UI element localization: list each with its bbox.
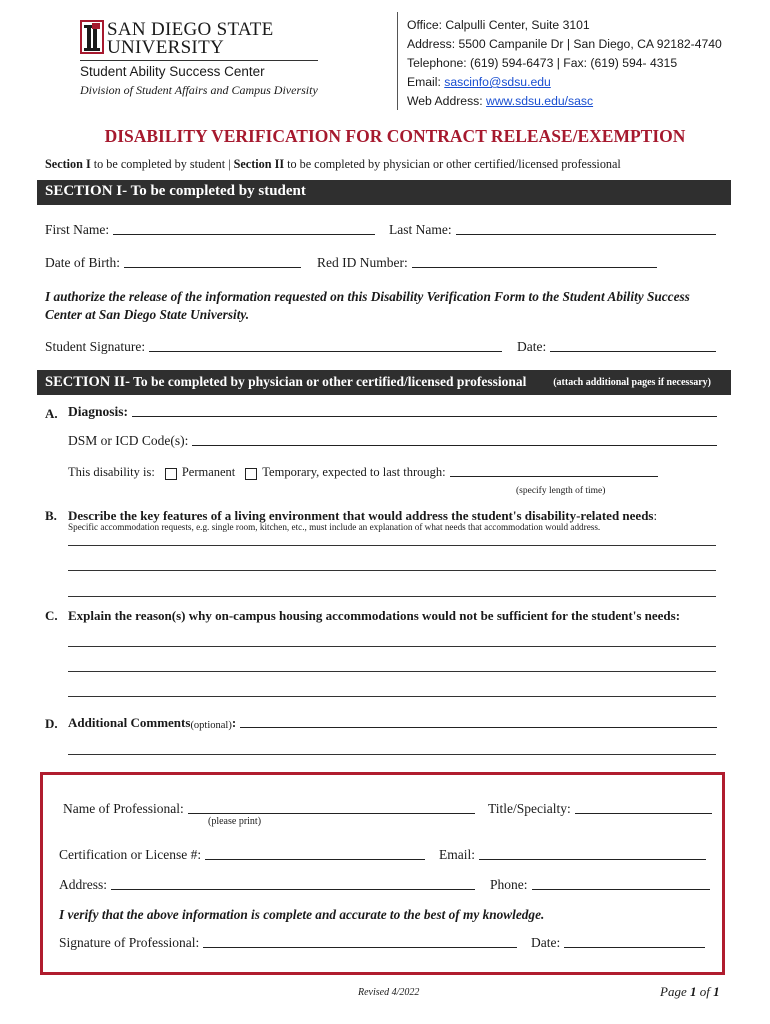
professional-email-line[interactable] <box>479 858 706 860</box>
office-text: Office: Calpulli Center, Suite 3101 <box>407 18 590 32</box>
professional-address-line[interactable] <box>111 888 475 890</box>
diagnosis-field[interactable]: Diagnosis: <box>68 404 717 420</box>
sdsu-logo-icon <box>80 20 104 54</box>
web-line: Web Address: www.sdsu.edu/sasc <box>407 94 594 108</box>
answer-line-b2[interactable] <box>68 570 716 571</box>
disability-type-row: This disability is: Permanent Temporary, expected to last through: <box>68 465 658 480</box>
professional-phone-line[interactable] <box>532 888 710 890</box>
diagnosis-line[interactable] <box>132 415 717 417</box>
comments-line-1[interactable] <box>240 726 717 728</box>
temporary-checkbox[interactable] <box>245 468 257 480</box>
student-date-line[interactable] <box>550 350 716 352</box>
dob-line[interactable] <box>124 266 301 268</box>
instructions: Section I to be completed by student | Section II to be completed by physician or other certified/licensed professional <box>45 157 621 171</box>
certification-field[interactable]: Certification or License #: <box>59 847 425 863</box>
professional-signature-line[interactable] <box>203 946 517 948</box>
email-line: Email: sascinfo@sdsu.edu <box>407 75 551 89</box>
section2-header: SECTION II- To be completed by physician or other certified/licensed professional (attach additional pages if necessary) <box>37 370 731 395</box>
certification-line[interactable] <box>205 858 425 860</box>
title-specialty-line[interactable] <box>575 812 712 814</box>
question-b-letter: B. <box>45 508 57 523</box>
verification-statement: I verify that the above information is complete and accurate to the best of my knowledge. <box>59 907 545 922</box>
authorization-text: I authorize the release of the information requested on this Disability Verification Form to the Student Ability Success Center at San Diego State University. <box>45 289 690 322</box>
professional-name-line[interactable] <box>188 812 475 814</box>
question-c-letter: C. <box>45 608 58 623</box>
form-title: DISABILITY VERIFICATION FOR CONTRACT RELEASE/EXEMPTION <box>104 126 686 146</box>
answer-line-b1[interactable] <box>68 545 716 546</box>
logo-divider <box>80 60 318 61</box>
permanent-checkbox[interactable] <box>165 468 177 480</box>
revised-date: Revised 4/2022 <box>358 987 420 998</box>
professional-date-line[interactable] <box>564 946 705 948</box>
red-id-line[interactable] <box>412 266 657 268</box>
student-signature-field[interactable]: Student Signature: <box>45 339 502 355</box>
professional-signature-field[interactable]: Signature of Professional: <box>59 935 517 951</box>
dsm-line[interactable] <box>192 444 717 446</box>
professional-email-field[interactable]: Email: <box>439 847 706 863</box>
web-link[interactable]: www.sdsu.edu/sasc <box>486 94 594 108</box>
question-b-label: Describe the key features of a living environment that would address the student's disability-related needs: <box>68 508 658 523</box>
last-name-line[interactable] <box>456 233 716 235</box>
dsm-field[interactable]: DSM or ICD Code(s): <box>68 433 717 449</box>
professional-date-field[interactable]: Date: <box>531 935 705 951</box>
first-name-line[interactable] <box>113 233 375 235</box>
student-signature-line[interactable] <box>149 350 502 352</box>
first-name-field[interactable]: First Name: <box>45 222 375 238</box>
question-a-letter: A. <box>45 406 58 421</box>
professional-name-field[interactable]: Name of Professional: <box>63 801 475 817</box>
logo-wordmark-line2: UNIVERSITY <box>107 37 224 58</box>
email-link[interactable]: sascinfo@sdsu.edu <box>444 75 551 89</box>
answer-line-c1[interactable] <box>68 646 716 647</box>
title-specialty-field[interactable]: Title/Specialty: <box>488 801 712 817</box>
logo-wordmark-line1: SAN DIEGO STATE <box>107 19 274 40</box>
professional-address-field[interactable]: Address: <box>59 877 475 893</box>
answer-line-b3[interactable] <box>68 596 716 597</box>
header-divider <box>397 12 398 110</box>
center-name: Student Ability Success Center <box>80 64 265 79</box>
section1-header: SECTION I- To be completed by student <box>37 180 731 205</box>
professional-phone-field[interactable]: Phone: <box>490 877 710 893</box>
phone-text: Telephone: (619) 594-6473 | Fax: (619) 594- 4315 <box>407 56 678 70</box>
please-print-hint: (please print) <box>208 816 262 827</box>
answer-line-c2[interactable] <box>68 671 716 672</box>
last-name-field[interactable]: Last Name: <box>389 222 716 238</box>
specify-hint: (specify length of time) <box>516 486 606 496</box>
temporary-duration-line[interactable] <box>450 475 658 477</box>
contact-block <box>407 16 722 111</box>
question-d-letter: D. <box>45 716 58 731</box>
red-id-field[interactable]: Red ID Number: <box>317 255 657 271</box>
answer-line-c3[interactable] <box>68 696 716 697</box>
dob-field[interactable]: Date of Birth: <box>45 255 301 271</box>
address-text: Address: 5500 Campanile Dr | San Diego, CA 92182-4740 <box>407 37 722 51</box>
additional-comments-field[interactable]: Additional Comments (optional) : <box>68 715 717 731</box>
question-c-label: Explain the reason(s) why on-campus housing accommodations would not be sufficient for the student's needs: <box>68 608 681 623</box>
student-date-field[interactable]: Date: <box>517 339 716 355</box>
question-b-subtext: Specific accommodation requests, e.g. single room, kitchen, etc., must include an explanation of what needs that accommodation would address. <box>68 522 601 532</box>
comments-line-2[interactable] <box>68 754 716 755</box>
division-name: Division of Student Affairs and Campus Diversity <box>80 83 318 97</box>
page-number: Page 1 of 1 <box>660 984 720 999</box>
